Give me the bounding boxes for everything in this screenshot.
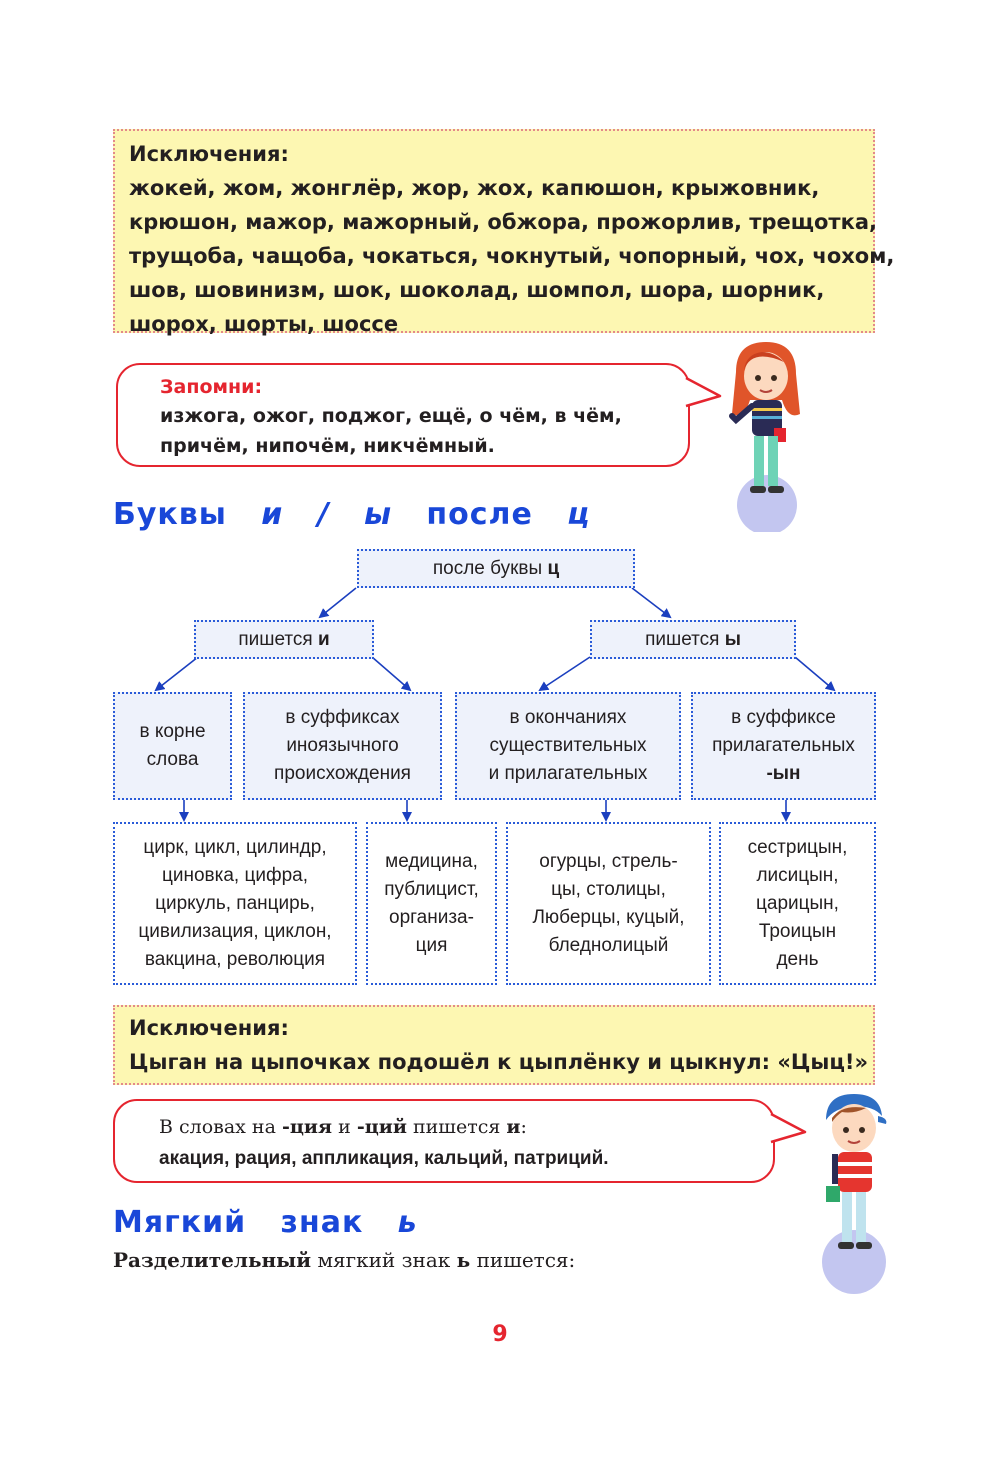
examples-box [366,822,497,985]
example-line: цивилизация, циклон, [138,920,332,942]
category-line: в суффиксе [731,707,836,728]
heading-letter: ь [397,1205,418,1240]
example-line: медицина, [385,850,478,872]
category-line: и прилагательных [488,763,648,784]
example-line: цы, столицы, [551,878,666,900]
heading-letter: и [261,497,284,532]
exceptions-line: жокей, жом, жонглёр, жор, жох, капюшон, крыжовник, [129,176,820,200]
note-bubble [113,1099,775,1183]
note-text: пишется [412,1116,501,1138]
example-line: вакцина, революция [144,948,326,970]
example-line: Люберцы, куцый, [532,906,685,928]
intro-text: мягкий знак [317,1248,451,1272]
exceptions-box [113,1005,875,1085]
note-letter: и [506,1116,521,1138]
root-letter: ц [547,557,560,579]
category-box [113,692,232,800]
category-suffix: -ын [766,763,801,784]
branch-text: пишется [238,628,313,650]
remember-line: изжога, ожог, поджог, ещё, о чём, в чём, [160,405,622,427]
example-line: ция [415,934,448,956]
bubble-tail [771,1112,811,1152]
heading-word: Буквы [113,497,227,532]
example-line: лисицын, [756,864,839,886]
intro-text: пишется: [476,1248,576,1272]
category-line: прилагательных [712,735,855,756]
exceptions-line: шорох, шорты, шоссе [129,312,399,336]
category-line: в суффиксах [285,707,400,728]
example-line: бледнолицый [548,934,669,956]
category-line: в окончаниях [509,707,627,728]
branch-letter: ы [724,628,741,650]
heading-word: знак [280,1205,364,1240]
branch-y [590,620,796,659]
section-heading [113,1205,418,1240]
note-examples: акация, рация, аппликация, кальций, патриций. [159,1148,609,1169]
category-box [455,692,681,800]
category-line: в корне [139,721,206,742]
intro-line [113,1248,575,1272]
remember-line: причём, нипочём, никчёмный. [160,435,495,457]
intro-letter: ь [456,1248,471,1272]
heading-word: после [426,497,533,532]
branch-text: пишется [645,628,720,650]
page-number: 9 [492,1322,508,1347]
boy-illustration [814,1090,896,1296]
note-colon: : [520,1116,527,1138]
exceptions-title: Исключения: [129,142,289,166]
category-line: иноязычного [286,735,399,756]
example-line: публицист, [384,878,479,900]
remember-title: Запомни: [160,376,263,398]
heading-word: Мягкий [113,1205,247,1240]
example-line: огурцы, стрель- [539,850,678,872]
diagram-root [357,549,635,588]
note-rule [159,1111,773,1143]
example-line: циркуль, панцирь, [155,892,315,914]
branch-i [194,620,374,659]
example-line: сестрицын, [747,836,848,858]
exceptions-line: крюшон, мажор, мажорный, обжора, прожорлив, трещотка, [129,210,877,234]
example-line: Троицын [758,920,837,942]
note-suffix: -ций [356,1116,407,1138]
note-suffix: -ция [281,1116,333,1138]
example-line: царицын, [756,892,839,914]
heading-slash: / [317,497,330,532]
examples-box [719,822,876,985]
category-line: существительных [489,735,647,756]
example-line: организа- [389,906,474,928]
heading-letter: ц [567,497,591,532]
category-box [691,692,876,800]
branch-letter: и [317,628,330,650]
example-line: день [776,948,819,970]
intro-bold: Разделительный [113,1248,312,1272]
root-text: после буквы [432,557,543,579]
example-line: циновка, цифра, [161,864,309,886]
category-line: слова [146,749,199,770]
exceptions-title: Исключения: [129,1016,289,1040]
category-box [243,692,442,800]
examples-box [506,822,711,985]
exceptions-line: Цыган на цыпочках подошёл к цыплёнку и цыкнул: «Цыц!» [129,1050,869,1074]
note-text: В словах на [159,1116,276,1138]
examples-box [113,822,357,985]
example-line: цирк, цикл, цилиндр, [143,836,327,858]
exceptions-line: трущоба, чащоба, чокаться, чокнутый, чопорный, чох, чохом, [129,244,895,268]
exceptions-line: шов, шовинизм, шок, шоколад, шомпол, шора, шорник, [129,278,825,302]
heading-letter: ы [363,497,393,532]
note-text: и [338,1116,351,1138]
category-line: происхождения [274,763,411,784]
